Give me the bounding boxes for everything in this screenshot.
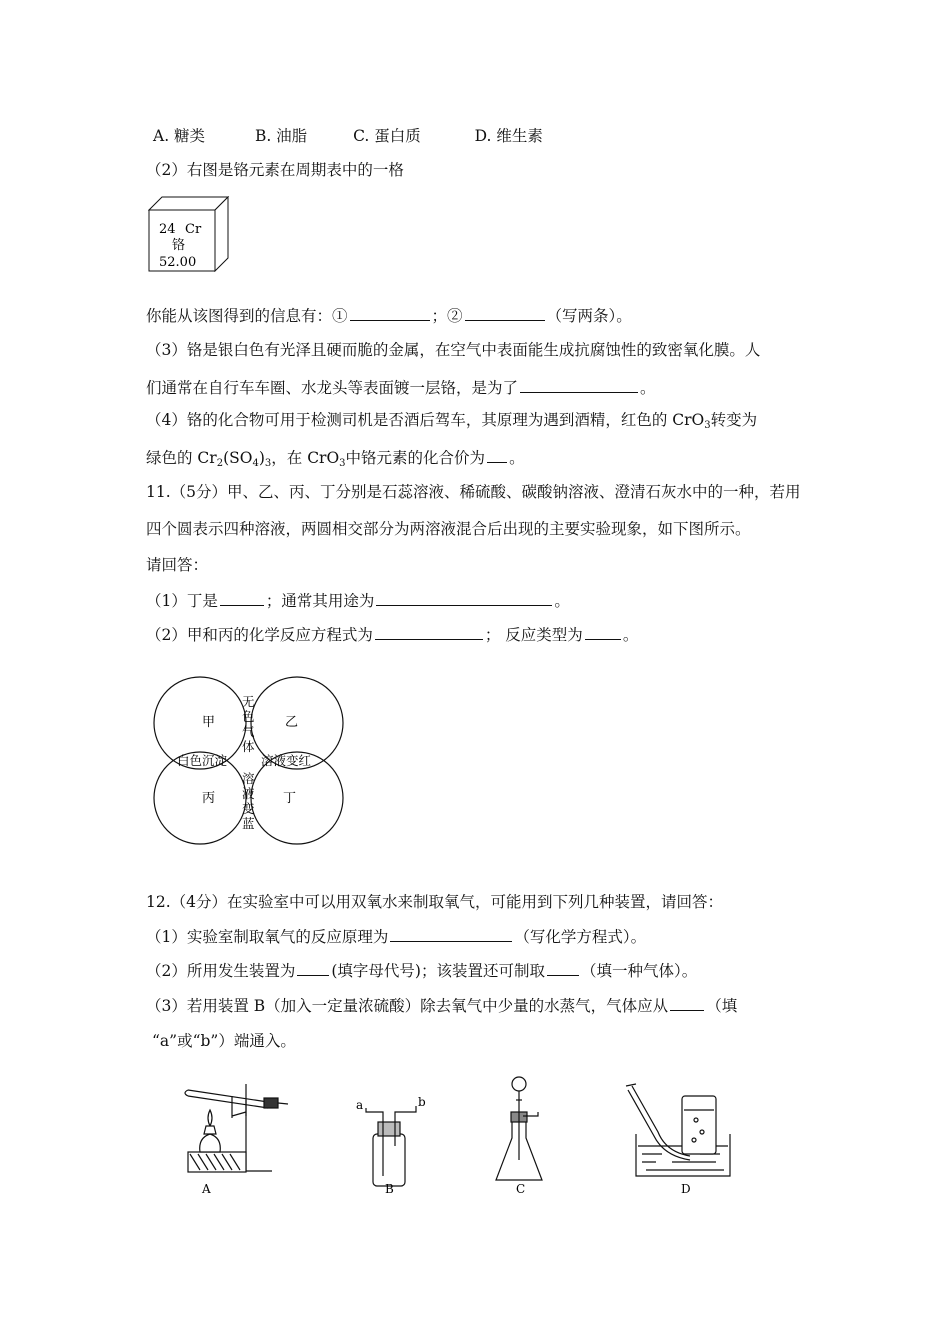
answer-blank-10[interactable] (297, 960, 329, 976)
q12-part1 (146, 926, 646, 947)
q11-p1-end: 。 (554, 592, 570, 610)
q4-sub: 3 (704, 420, 711, 431)
q4-text-1: （4）铬的化合物可用于检测司机是否酒后驾车，其原理为遇到酒精，红色的 CrO (146, 411, 705, 429)
q12-p3-text: （3）若用装置 B（加入一定量浓硫酸）除去氧气中少量的水蒸气，气体应从 (146, 997, 669, 1015)
q4-end: 。 (509, 449, 525, 467)
answer-blank-6[interactable] (376, 590, 552, 606)
label-c: C (516, 1182, 526, 1196)
q4-text-2c: ) (258, 449, 265, 467)
answer-blank-5[interactable] (220, 590, 264, 606)
q11-line2: 四个圆表示四种溶液，两圆相交部分为两溶液混合后出现的主要实验现象，如下图所示。 (146, 520, 751, 538)
bottom-char-4: 蓝 (242, 816, 255, 831)
q12-p2-text: （2）所用发生装置为 (146, 962, 296, 980)
top-char-1: 无 (242, 694, 255, 709)
label-jia: 甲 (202, 715, 216, 730)
label-ding: 丁 (283, 791, 297, 806)
q12-p1-end: （写化学方程式）。 (514, 928, 647, 946)
q3-line1: （3）铬是银白色有光泽且硬而脆的金属，在空气中表面能生成抗腐蚀性的致密氧化膜。人 (146, 341, 761, 359)
q4-sub-2: 2 (216, 458, 224, 469)
q4-sub-3: 3 (264, 458, 272, 469)
q4-sub-3b: 3 (339, 458, 346, 469)
apparatus-c (496, 1077, 542, 1180)
q11-line3: 请回答： (146, 556, 209, 574)
q2-info-mid: ；② (431, 307, 463, 325)
option-a: A. 糖类 (153, 127, 206, 145)
bottom-char-1: 溶 (242, 771, 255, 786)
answer-blank-1[interactable] (350, 305, 430, 321)
bottom-char-3: 变 (242, 801, 255, 816)
q3-text: 们通常在自行车车圈、水龙头等表面镀一层铬，是为了 (146, 379, 519, 397)
element-cell-figure (148, 196, 230, 272)
option-b: B. 油脂 (254, 127, 308, 145)
apparatus-d (626, 1084, 730, 1176)
answer-blank-3[interactable] (520, 377, 638, 393)
q4-line1 (146, 410, 757, 430)
q12-p1-text: （1）实验室制取氧气的反应原理为 (146, 928, 389, 946)
element-symbol: Cr (185, 222, 202, 237)
option-d: D. 维生素 (474, 127, 543, 145)
q4-text-1-end: 转变为 (710, 411, 758, 429)
element-name: 铬 (172, 238, 186, 253)
element-mass: 52.00 (159, 255, 197, 270)
answer-blank-2[interactable] (465, 305, 545, 321)
q11-p2-text: （2）甲和丙的化学反应方程式为 (146, 626, 373, 644)
q11-part2 (146, 624, 638, 645)
right-overlap-label: 溶液变红 (261, 753, 312, 768)
option-c: C. 蛋白质 (353, 127, 421, 145)
q4-text-2d: ，在 CrO (271, 449, 340, 467)
q2-info-suffix: （写两条）。 (546, 307, 632, 325)
q11-line1: 11.（5分）甲、乙、丙、丁分别是石蕊溶液、稀硫酸、碳酸钠溶液、澄清石灰水中的一种，若用 (146, 483, 801, 501)
answer-blank-11[interactable] (547, 960, 579, 976)
q11-p2-end: 。 (622, 626, 639, 644)
label-bing: 丙 (202, 791, 216, 806)
q11-p2-mid: ； 反应类型为 (484, 626, 583, 644)
q11-p1-mid: ；通常其用途为 (265, 592, 375, 610)
q4-text-2b: (SO (223, 449, 253, 467)
q4-line2 (146, 447, 525, 468)
q2-intro: （2）右图是铬元素在周期表中的一格 (146, 161, 404, 179)
q12-line1: 12.（4分）在实验室中可以用双氧水来制取氧气，可能用到下列几种装置，请回答： (146, 893, 724, 911)
label-yi: 乙 (285, 715, 299, 730)
apparatus-a (185, 1084, 288, 1172)
q3-line2 (146, 377, 656, 398)
answer-blank-12[interactable] (670, 995, 704, 1011)
port-b-label: b (418, 1095, 426, 1109)
answer-blank-4[interactable] (487, 447, 507, 463)
q12-p3-end: （填 (706, 997, 738, 1015)
q11-p1-text: （1）丁是 (146, 592, 218, 610)
options-row (153, 126, 543, 146)
top-char-4: 体 (242, 739, 255, 754)
port-a-label: a (356, 1098, 364, 1112)
label-a: A (202, 1182, 211, 1196)
label-b: B (385, 1182, 394, 1196)
q12-part3 (146, 995, 737, 1016)
q3-end: 。 (640, 379, 656, 397)
bottom-char-2: 液 (242, 786, 255, 801)
q4-text-2a: 绿色的 Cr (146, 449, 217, 467)
answer-blank-9[interactable] (390, 926, 512, 942)
q2-info-prefix: 你能从该图得到的信息有：① (146, 307, 348, 325)
label-d: D (681, 1182, 691, 1196)
answer-blank-7[interactable] (375, 624, 483, 640)
q12-p2-end: （填一种气体）。 (580, 962, 698, 980)
apparatus-figure (180, 1076, 740, 1202)
answer-blank-8[interactable] (585, 624, 621, 640)
apparatus-b (366, 1106, 416, 1186)
q12-p2-mid: (填字母代号)；该装置还可制取 (331, 962, 545, 980)
q12-part2 (146, 960, 697, 981)
left-overlap-label: 白色沉淀 (177, 753, 228, 768)
q4-text-2e: 中铬元素的化合价为 (345, 449, 486, 467)
q4-sub-4: 4 (252, 458, 259, 469)
venn-diagram (150, 664, 350, 856)
q2-info-line (146, 305, 632, 326)
element-number: 24 (159, 222, 176, 237)
q12-part3-line2: “a”或“b”）端通入。 (152, 1032, 296, 1050)
top-char-2: 色 (242, 709, 255, 724)
top-char-3: 气 (242, 724, 255, 739)
q11-part1 (146, 590, 570, 611)
